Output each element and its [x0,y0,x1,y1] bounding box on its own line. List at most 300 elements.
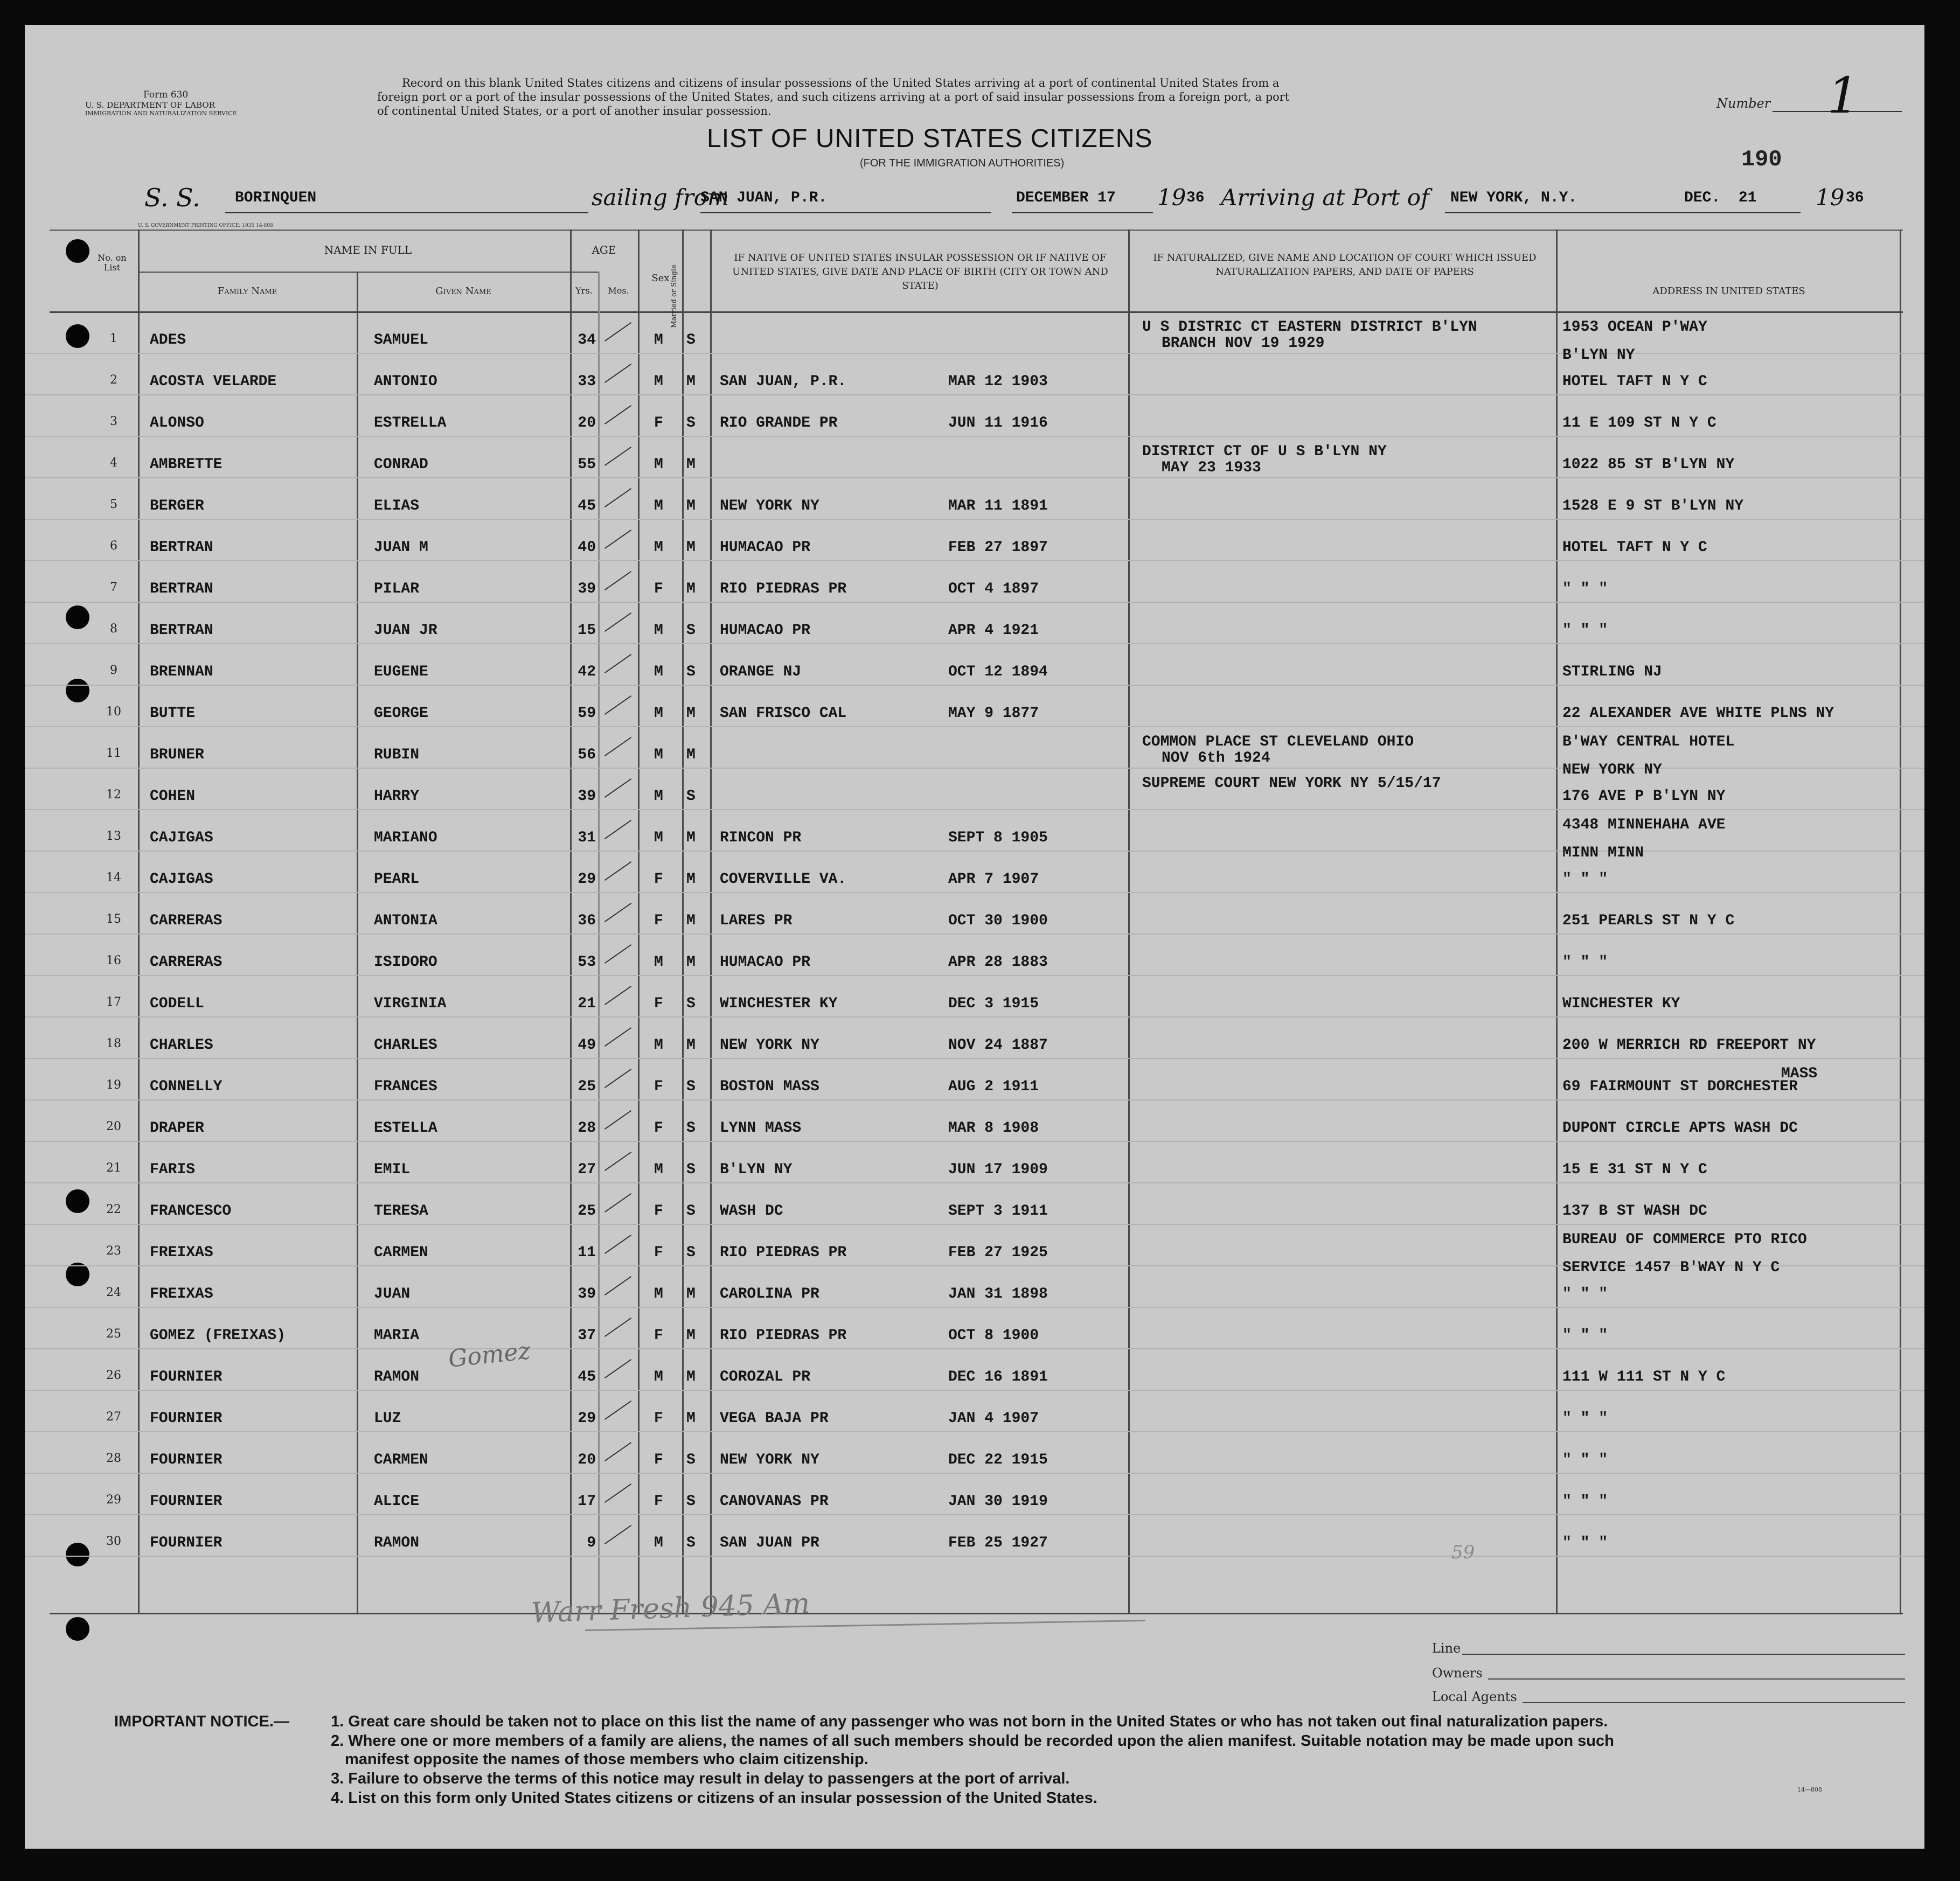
row-rule [25,685,1924,686]
row-rule [25,1390,1924,1391]
line-rule [1462,1654,1905,1655]
marital-cell: S [686,1120,696,1137]
family-name-cell: BERTRAN [150,622,213,639]
family-name-cell: FRANCESCO [150,1203,232,1220]
address-line-2-cell: MINN MINN [1562,845,1644,861]
given-name-cell: JUAN M [374,539,428,556]
address-cell: " " " [1562,871,1608,888]
birth-date-cell: OCT 30 1900 [948,912,1048,929]
marital-cell: M [686,747,696,763]
birth-date-cell: MAY 9 1877 [948,705,1039,722]
age-cell: 21 [578,995,596,1012]
col-rule [1128,229,1130,1613]
given-name-cell: RAMON [374,1535,420,1551]
marital-cell: S [686,415,696,431]
sex-cell: F [654,1078,663,1095]
row-rule [25,1473,1924,1474]
marital-cell: S [686,1493,696,1510]
row-rule [25,560,1924,561]
address-cell: " " " [1562,1493,1608,1510]
naturalization-date-cell: NOV 6th 1924 [1162,750,1270,767]
birth-place-cell: SAN JUAN PR [720,1535,819,1551]
address-cell: HOTEL TAFT N Y C [1562,373,1707,390]
address-cell: 1528 E 9 ST B'LYN NY [1562,498,1744,514]
marital-cell: M [686,1369,696,1385]
family-name-cell: ACOSTA VELARDE [150,373,277,390]
birth-place-cell: LARES PR [720,912,793,929]
month-tick-mark [604,1359,631,1378]
arrival-date: DEC. 21 [1684,190,1757,206]
age-cell: 56 [578,747,596,763]
address-line-2-cell: MASS [1781,1065,1818,1082]
month-tick-mark [604,612,631,632]
notice-item-2a: 2. Where one or more members of a family are aliens, the names of all such members should be recorded upon the alien manifest. Suitable notation may be made upon such [331,1732,1614,1750]
age-cell: 29 [578,1410,596,1427]
agents-label: Local Agents [1432,1689,1517,1704]
birth-date-cell: FEB 27 1897 [948,539,1048,556]
given-name-cell: CARMEN [374,1452,428,1468]
naturalization-cell: DISTRICT CT OF U S B'LYN NY [1142,443,1387,460]
num-cell: 10 [106,705,121,719]
pencil-count: 59 [1451,1542,1475,1563]
birth-place-cell: WASH DC [720,1203,783,1220]
notice-item-2b: manifest opposite the names of those members who claim citizenship. [345,1751,868,1768]
birth-date-cell: MAR 12 1903 [948,373,1048,390]
family-name-cell: CARRERAS [150,912,223,929]
given-name-cell: JUAN JR [374,622,437,639]
family-name-cell: CODELL [150,995,204,1012]
month-tick-mark [604,447,631,466]
num-cell: 21 [106,1161,121,1175]
marital-cell: M [686,954,696,971]
birth-date-cell: DEC 22 1915 [948,1452,1048,1468]
num-cell: 27 [106,1410,121,1424]
col-rule [1556,229,1558,1613]
given-name-cell: RUBIN [374,747,420,763]
marital-cell: S [686,995,696,1012]
month-tick-mark [604,1276,631,1295]
marital-cell: M [686,871,696,888]
sex-cell: M [654,622,663,639]
sex-cell: F [654,871,663,888]
birth-place-cell: SAN FRISCO CAL [720,705,847,722]
address-cell: BUREAU OF COMMERCE PTO RICO [1562,1231,1807,1248]
family-name-cell: BERTRAN [150,539,213,556]
family-name-cell: COHEN [150,788,196,805]
month-tick-mark [604,1152,631,1171]
marital-cell: M [686,539,696,556]
month-tick-mark [604,1069,631,1088]
col-rule [710,229,712,1613]
marital-cell: S [686,1452,696,1468]
table-top-rule [50,229,1903,231]
address-cell: 4348 MINNEHAHA AVE [1562,817,1726,833]
birth-date-cell: OCT 12 1894 [948,664,1048,680]
age-cell: 39 [578,581,596,597]
marital-cell: M [686,1327,696,1344]
birth-place-cell: B'LYN NY [720,1161,793,1178]
arrival-year-prefix: 19 [1816,184,1845,211]
row-rule [25,1556,1924,1557]
sex-cell: M [654,456,663,473]
notice-item-4: 4. List on this form only United States citizens or citizens of an insular possession of the United States. [331,1789,1097,1807]
age-cell: 45 [578,498,596,514]
family-name-cell: CAJIGAS [150,830,213,846]
month-tick-mark [604,322,631,342]
age-cell: 28 [578,1120,596,1137]
month-tick-mark [604,405,631,424]
family-name-cell: FOURNIER [150,1452,223,1468]
birth-date-cell: OCT 4 1897 [948,581,1039,597]
birth-place-cell: LYNN MASS [720,1120,802,1137]
age-cell: 34 [578,332,596,349]
birth-place-cell: RIO PIEDRAS PR [720,1244,847,1261]
col-rule [570,229,572,1613]
month-tick-mark [604,737,631,756]
ss-label: S. S. [144,183,200,212]
month-tick-mark [604,778,631,798]
sex-cell: F [654,581,663,597]
sex-cell: M [654,1286,663,1302]
birth-place-cell: NEW YORK NY [720,498,819,514]
age-cell: 59 [578,705,596,722]
owners-label: Owners [1432,1666,1483,1681]
month-tick-mark [604,654,631,673]
family-name-cell: FARIS [150,1161,196,1178]
num-cell: 20 [106,1120,121,1133]
num-cell: 29 [106,1493,121,1507]
address-cell: " " " [1562,1452,1608,1468]
age-cell: 55 [578,456,596,473]
marital-cell: M [686,705,696,722]
header-sex: Sex [651,273,670,284]
month-tick-mark [604,1442,631,1461]
name-subrule [138,271,598,273]
family-name-cell: CONNELLY [150,1078,223,1095]
age-cell: 17 [578,1493,596,1510]
row-rule [25,1224,1924,1225]
naturalization-cell: COMMON PLACE ST CLEVELAND OHIO [1142,734,1414,750]
table-bottom-rule [50,1613,1903,1614]
family-name-cell: FOURNIER [150,1410,223,1427]
sex-cell: F [654,1120,663,1137]
given-name-cell: CONRAD [374,456,428,473]
sex-cell: M [654,830,663,846]
num-cell: 4 [110,456,117,470]
manifest-sheet [25,25,1924,1849]
from-underline [700,212,991,213]
given-name-cell: CHARLES [374,1037,437,1054]
age-cell: 36 [578,912,596,929]
num-cell: 11 [106,747,121,760]
family-name-cell: AMBRETTE [150,456,223,473]
sex-cell: M [654,1535,663,1551]
age-cell: 11 [578,1244,596,1261]
marital-cell: M [686,456,696,473]
sex-cell: M [654,1037,663,1054]
family-name-cell: ADES [150,332,186,349]
address-cell: 176 AVE P B'LYN NY [1562,788,1726,805]
num-cell: 8 [110,622,117,636]
birth-date-cell: OCT 8 1900 [948,1327,1039,1344]
month-tick-mark [604,944,631,964]
birth-date-cell: JUN 17 1909 [948,1161,1048,1178]
num-cell: 30 [106,1535,121,1548]
row-rule [25,519,1924,520]
printer-note: U. S. GOVERNMENT PRINTING OFFICE: 1935 14-808 [138,223,273,228]
naturalization-cell: U S DISTRIC CT EASTERN DISTRICT B'LYN [1142,319,1477,336]
num-cell: 16 [106,954,121,967]
month-tick-mark [604,530,631,549]
form-number: Form 630 [143,89,189,100]
family-name-cell: DRAPER [150,1120,204,1137]
given-name-cell: CARMEN [374,1244,428,1261]
row-rule [25,809,1924,810]
marital-cell: S [686,1078,696,1095]
birth-place-cell: COROZAL PR [720,1369,811,1385]
row-rule [25,1141,1924,1142]
header-address: ADDRESS IN UNITED STATES [1652,285,1805,297]
age-cell: 25 [578,1078,596,1095]
row-rule [25,477,1924,478]
marital-cell: S [686,1244,696,1261]
num-cell: 23 [106,1244,121,1258]
num-cell: 25 [106,1327,121,1341]
age-cell: 39 [578,788,596,805]
sex-cell: M [654,539,663,556]
birth-place-cell: NEW YORK NY [720,1037,819,1054]
birth-date-cell: MAR 8 1908 [948,1120,1039,1137]
birth-date-cell: AUG 2 1911 [948,1078,1039,1095]
given-name-cell: ANTONIA [374,912,437,929]
birth-date-cell: DEC 16 1891 [948,1369,1048,1385]
address-cell: 22 ALEXANDER AVE WHITE PLNS NY [1562,705,1834,722]
given-name-cell: RAMON [374,1369,420,1385]
num-cell: 6 [110,539,117,553]
num-cell: 26 [106,1369,121,1382]
address-cell: 251 PEARLS ST N Y C [1562,912,1735,929]
ship-name: BORINQUEN [235,190,317,206]
birth-place-cell: VEGA BAJA PR [720,1410,829,1427]
sex-cell: M [654,1369,663,1385]
col-rule [138,229,140,1613]
month-tick-mark [604,1525,631,1544]
family-name-cell: BUTTE [150,705,196,722]
num-cell: 28 [106,1452,121,1465]
address-cell: " " " [1562,1410,1608,1427]
birth-date-cell: SEPT 8 1905 [948,830,1048,846]
sex-cell: F [654,1493,663,1510]
sex-cell: M [654,332,663,349]
marital-cell: S [686,1203,696,1220]
given-name-cell: HARRY [374,788,420,805]
family-name-cell: FOURNIER [150,1493,223,1510]
birth-place-cell: RIO PIEDRAS PR [720,1327,847,1344]
row-rule [25,643,1924,644]
marital-cell: M [686,498,696,514]
birth-date-cell: MAR 11 1891 [948,498,1048,514]
address-cell: 15 E 31 ST N Y C [1562,1161,1707,1178]
birth-place-cell: RINCON PR [720,830,802,846]
header-no: No. on List [98,253,127,273]
address-cell: 1953 OCEAN P'WAY [1562,319,1707,336]
address-line-2-cell: SERVICE 1457 B'WAY N Y C [1562,1259,1780,1276]
handwritten-gomez: Gomez [447,1337,532,1373]
sex-cell: F [654,415,663,431]
sex-cell: M [654,1161,663,1178]
family-name-cell: FOURNIER [150,1535,223,1551]
address-line-2-cell: B'LYN NY [1562,347,1635,364]
marital-cell: S [686,1161,696,1178]
birth-place-cell: CAROLINA PR [720,1286,819,1302]
given-name-cell: ALICE [374,1493,420,1510]
month-tick-mark [604,820,631,839]
row-rule [25,1431,1924,1432]
given-name-cell: PEARL [374,871,420,888]
naturalization-date-cell: BRANCH NOV 19 1929 [1162,335,1325,352]
marital-cell: S [686,788,696,805]
marital-cell: M [686,1286,696,1302]
agents-rule [1523,1702,1905,1703]
intro-line-3: of continental United States, or a port of another insular possession. [377,104,772,117]
sex-cell: M [654,954,663,971]
given-name-cell: SAMUEL [374,332,428,349]
birth-date-cell: JAN 30 1919 [948,1493,1048,1510]
birth-place-cell: HUMACAO PR [720,954,811,971]
header-birth: IF NATIVE OF UNITED STATES INSULAR POSSESSION OR IF NATIVE OF UNITED STATES, GIVE DATE AND PLACE OF BIRTH (CITY OR TOWN AND STATE) [732,252,1108,291]
address-cell: 137 B ST WASH DC [1562,1203,1707,1220]
number-value: 1 [1827,67,1859,124]
address-cell: B'WAY CENTRAL HOTEL [1562,734,1735,750]
sex-cell: F [654,1410,663,1427]
birth-date-cell: SEPT 3 1911 [948,1203,1048,1220]
service: IMMIGRATION AND NATURALIZATION SERVICE [85,110,237,117]
birth-place-cell: BOSTON MASS [720,1078,819,1095]
footer-code: 14—808 [1797,1786,1822,1793]
sex-cell: M [654,373,663,390]
row-rule [25,353,1924,354]
notice-item-1: 1. Great care should be taken not to place on this list the name of any passenger who was not born in the United States or who has not taken out final naturalization papers. [331,1713,1608,1730]
month-tick-mark [604,695,631,715]
sex-cell: M [654,747,663,763]
given-name-cell: EMIL [374,1161,411,1178]
address-cell: WINCHESTER KY [1562,995,1680,1012]
address-cell: 1022 85 ST B'LYN NY [1562,456,1735,473]
month-tick-mark [604,1318,631,1337]
month-tick-mark [604,488,631,507]
num-cell: 3 [110,415,117,428]
month-tick-mark [604,1110,631,1130]
birth-place-cell: HUMACAO PR [720,622,811,639]
marital-cell: M [686,830,696,846]
given-name-cell: MARIA [374,1327,420,1344]
row-rule [25,394,1924,395]
col-rule [357,271,358,1613]
birth-place-cell: RIO PIEDRAS PR [720,581,847,597]
header-given-name: Given Name [435,285,491,297]
age-cell: 20 [578,415,596,431]
month-tick-mark [604,986,631,1005]
sail-date: DECEMBER 17 [1016,190,1116,206]
sail-year-prefix: 19 [1157,184,1186,211]
birth-place-cell: RIO GRANDE PR [720,415,838,431]
num-cell: 13 [106,830,121,843]
given-name-cell: ISIDORO [374,954,437,971]
sex-cell: F [654,1244,663,1261]
stamp-number: 190 [1741,147,1782,172]
age-cell: 15 [578,622,596,639]
age-cell: 29 [578,871,596,888]
family-name-cell: FREIXAS [150,1244,213,1261]
birth-place-cell: ORANGE NJ [720,664,802,680]
marital-cell: S [686,664,696,680]
intro-line-2: foreign port or a port of the insular possessions of the United States, and such citizens arriving at a port of said insular possessions from a foreign port, a port [377,90,1290,103]
family-name-cell: CAJIGAS [150,871,213,888]
family-name-cell: BERGER [150,498,204,514]
age-cell: 42 [578,664,596,680]
address-cell: " " " [1562,581,1608,597]
page-title: LIST OF UNITED STATES CITIZENS [707,124,1153,153]
arrival-year: 36 [1846,190,1864,206]
num-cell: 12 [106,788,121,802]
header-naturalized: IF NATURALIZED, GIVE NAME AND LOCATION OF COURT WHICH ISSUED NATURALIZATION PAPERS, AND DATE OF PAPERS [1153,252,1537,277]
month-tick-mark [604,1235,631,1254]
given-name-cell: ESTELLA [374,1120,437,1137]
address-cell: " " " [1562,622,1608,639]
address-cell: " " " [1562,1535,1608,1551]
arrival-port: NEW YORK, N.Y. [1450,190,1577,206]
sex-cell: M [654,705,663,722]
age-cell: 40 [578,539,596,556]
row-rule [25,726,1924,727]
header-family-name: Family Name [217,285,277,297]
family-name-cell: FOURNIER [150,1369,223,1385]
month-tick-mark [604,1401,631,1420]
notice-item-3: 3. Failure to observe the terms of this notice may result in delay to passengers at the port of arrival. [331,1770,1070,1787]
row-rule [25,1514,1924,1515]
marital-cell: M [686,1410,696,1427]
marital-cell: M [686,373,696,390]
month-tick-mark [604,1483,631,1503]
num-cell: 14 [106,871,121,884]
col-rule [598,271,600,1613]
address-cell: 200 W MERRICH RD FREEPORT NY [1562,1037,1816,1054]
arriving-label: Arriving at Port of [1221,184,1429,211]
birth-place-cell: COVERVILLE VA. [720,871,847,888]
birth-date-cell: JUN 11 1916 [948,415,1048,431]
page-subtitle: (FOR THE IMMIGRATION AUTHORITIES) [860,157,1065,169]
address-line-2-cell: NEW YORK NY [1562,762,1662,778]
birth-date-cell: APR 28 1883 [948,954,1048,971]
birth-place-cell: WINCHESTER KY [720,995,838,1012]
num-cell: 22 [106,1203,121,1216]
owners-rule [1488,1678,1905,1680]
punch-hole [66,1543,89,1566]
given-name-cell: ANTONIO [374,373,437,390]
birth-place-cell: SAN JUAN, P.R. [720,373,847,390]
month-tick-mark [604,861,631,881]
given-name-cell: EUGENE [374,664,428,680]
birth-date-cell: APR 4 1921 [948,622,1039,639]
naturalization-date-cell: MAY 23 1933 [1162,459,1261,476]
birth-place-cell: NEW YORK NY [720,1452,819,1468]
sex-cell: M [654,664,663,680]
ship-underline [225,212,588,213]
col-rule [1900,229,1901,1613]
address-cell: " " " [1562,954,1608,971]
age-cell: 53 [578,954,596,971]
header-mos: Mos. [608,285,629,296]
